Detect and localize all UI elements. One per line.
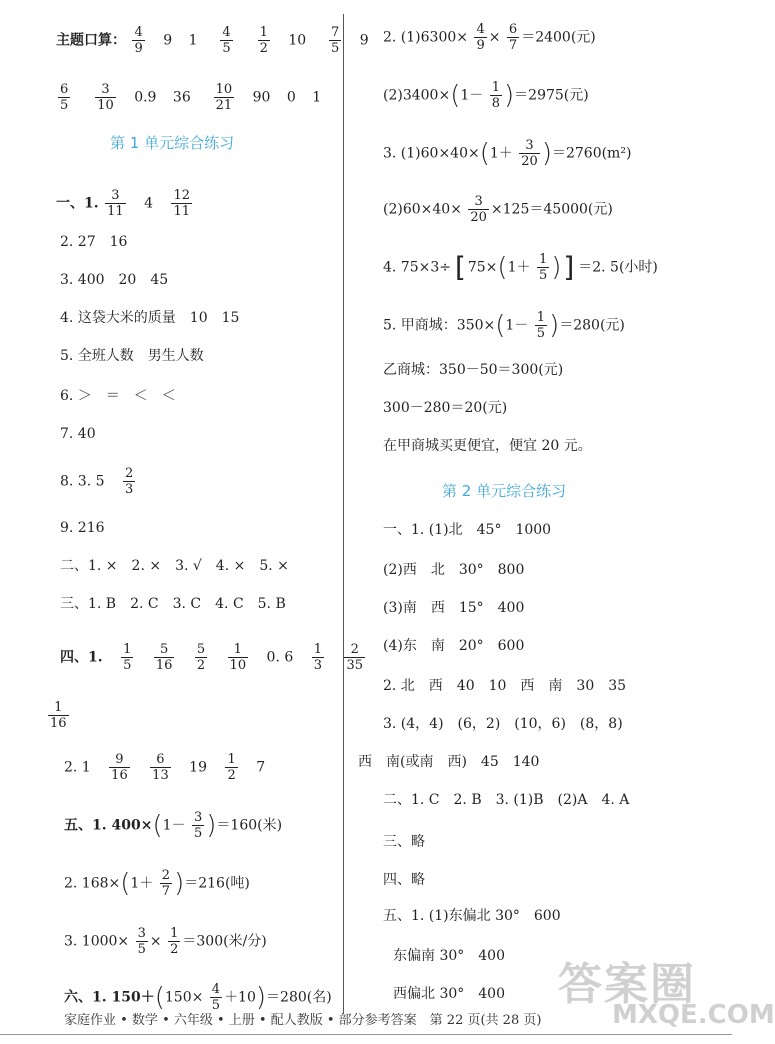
text: (2)3400× — [383, 87, 451, 104]
s1-q3: 3. 400 20 45 — [60, 272, 169, 288]
text: 9 — [134, 41, 143, 56]
text: 1 — [491, 80, 501, 95]
text: 7 — [331, 25, 340, 40]
text: 6 — [60, 82, 69, 97]
text: 2 — [161, 868, 171, 883]
text: 7 — [161, 884, 171, 899]
value: 0 — [286, 89, 296, 106]
u2-line-13: 西偏北 30° 400 — [393, 986, 505, 1002]
text: 1＋ — [489, 145, 513, 162]
text: 1 — [313, 642, 322, 657]
topic-label: 主题口算： — [56, 32, 126, 49]
s1-q9: 9. 216 — [60, 520, 105, 536]
fraction — [136, 926, 148, 957]
text: 7 — [256, 759, 266, 776]
text: 8. 3. 5 — [60, 473, 105, 490]
text: 20 — [470, 210, 487, 225]
u2-line-12: 东偏南 30° 400 — [393, 948, 505, 964]
text: ( — [450, 80, 461, 111]
text: 4 — [144, 195, 153, 212]
text: 13 — [152, 768, 169, 783]
text: 四、1. — [60, 649, 103, 666]
fraction — [109, 752, 130, 783]
fraction — [121, 642, 133, 673]
fraction — [150, 752, 171, 783]
text: 1 — [233, 642, 242, 657]
column-divider — [343, 14, 344, 1014]
text: 5 — [193, 826, 203, 841]
text: 1－ — [162, 817, 186, 834]
text: 1－ — [460, 87, 484, 104]
footer-rule — [0, 1034, 732, 1035]
u2-line-1: 一、1. (1)北 45° 1000 — [383, 522, 552, 538]
value: 10 — [288, 32, 307, 49]
text: 19 — [189, 759, 207, 776]
text: 2 — [170, 942, 179, 957]
text: 4 — [134, 25, 143, 40]
text: 3 — [101, 82, 110, 97]
section-3: 三、1. B 2. C 3. C 4. C 5. B — [60, 596, 286, 612]
text: 0. 6 — [266, 649, 294, 666]
section-5-q1 — [64, 810, 282, 841]
section-4-q2 — [64, 752, 265, 783]
s1-q1 — [56, 188, 194, 219]
text: 35 — [346, 658, 363, 673]
text: 6 — [156, 752, 165, 767]
text: 75× — [467, 259, 498, 276]
text: × — [488, 29, 501, 46]
fraction — [105, 188, 126, 219]
text: 5 — [60, 98, 69, 113]
text: 1－ — [505, 317, 529, 334]
text: 9 — [115, 752, 124, 767]
value: 1 — [188, 32, 198, 49]
u2-line-3: (3)南 西 15° 400 — [383, 600, 525, 616]
s1-q8 — [60, 466, 137, 497]
fraction — [123, 466, 135, 497]
text: ＝216(吨) — [184, 875, 250, 892]
fraction — [195, 642, 207, 673]
text: 5 — [137, 942, 146, 957]
unit-1-heading: 第 1 单元综合练习 — [110, 134, 235, 152]
fraction — [344, 642, 365, 673]
text: 2. 168× — [64, 875, 121, 892]
text: ＝2. 5(小时) — [578, 259, 658, 276]
text: 1 — [54, 700, 63, 715]
text: 3 — [313, 658, 322, 673]
text: 16 — [50, 716, 67, 731]
fraction — [519, 138, 540, 169]
fraction — [537, 252, 549, 283]
r-q4 — [383, 252, 658, 283]
text: 5 — [211, 998, 221, 1013]
text: 1＋ — [130, 875, 154, 892]
text: 5 — [222, 41, 231, 56]
text: 5 — [123, 658, 132, 673]
fraction — [192, 810, 204, 841]
text: 5. 甲商城：350× — [383, 317, 496, 334]
value: 90 — [252, 89, 271, 106]
text: 1 — [227, 752, 236, 767]
text: 2 — [196, 658, 206, 673]
r-q2-2 — [383, 80, 589, 111]
text: 10 — [97, 98, 114, 113]
value: 9 — [359, 32, 369, 49]
text: ) — [255, 982, 267, 1013]
fraction — [474, 22, 486, 53]
u2-line-10: 四、略 — [383, 872, 425, 888]
section-2: 二、1. × 2. × 3. √ 4. × 5. × — [60, 558, 289, 574]
s1-q4: 4. 这袋大米的质量 10 15 — [60, 310, 240, 326]
page-footer: 家庭作业 • 数学 • 六年级 • 上册 • 配人教版 • 部分参考答案 第 22 页(共 28 页) — [64, 1013, 542, 1028]
text: 1 — [170, 926, 179, 941]
value: 1 — [312, 89, 322, 106]
fraction — [160, 868, 172, 899]
text: 11 — [107, 204, 124, 219]
fraction — [171, 188, 192, 219]
r-q5-c: 300－280＝20(元) — [383, 400, 508, 416]
text: ( — [497, 252, 508, 283]
text: 6 — [508, 22, 518, 37]
r-q3-1 — [383, 138, 631, 169]
text: 21 — [215, 98, 233, 113]
fraction — [95, 82, 116, 113]
s1-q7: 7. 40 — [60, 426, 96, 442]
text: 六、1. 150＋ — [64, 989, 155, 1006]
text: 5 — [159, 642, 169, 657]
text: 3 — [474, 194, 483, 209]
s1-q6: 6. ＞ ＝ ＜ ＜ — [60, 388, 176, 404]
u2-line-6: 3. (4，4) (6，2) (10，6) (8，8) — [383, 716, 623, 732]
text: ) — [174, 868, 185, 899]
text: ( — [120, 868, 131, 899]
text: (2)60×40× — [383, 201, 462, 218]
topic-row-2 — [56, 82, 321, 113]
r-q5 — [383, 310, 625, 341]
fraction — [535, 310, 547, 341]
r-q5-d: 在甲商城买更便宜，便宜 20 元。 — [383, 438, 592, 454]
fraction — [329, 25, 341, 56]
u2-line-8: 二、1. C 2. B 3. (1)B (2)A 4. A — [383, 792, 630, 808]
value: 9 — [163, 32, 173, 49]
text: ) — [551, 252, 562, 283]
text: [ — [451, 250, 468, 284]
text: 11 — [173, 204, 190, 219]
fraction — [220, 25, 232, 56]
text: ＝280(元) — [559, 317, 625, 334]
text: 2. (1)6300× — [383, 29, 468, 46]
text: ＝160(米) — [216, 817, 283, 834]
text: ) — [504, 80, 515, 111]
watermark-logo: 答案圈 — [558, 959, 696, 1010]
text: 150× — [164, 989, 204, 1006]
section-4-wrap — [46, 700, 71, 731]
fraction — [58, 82, 70, 113]
watermark-url: MXQE.COM — [612, 1000, 775, 1030]
text: ×125＝45000(元) — [490, 201, 613, 218]
value: 36 — [172, 89, 191, 106]
text: 8 — [491, 96, 501, 111]
text: 2 — [350, 642, 359, 657]
text: ＝2760(m²) — [551, 145, 632, 162]
text: ＋10 — [224, 989, 256, 1006]
text: 3 — [137, 926, 146, 941]
text: ( — [152, 810, 163, 841]
text: 3. (1)60×40× — [383, 145, 480, 162]
section-4-q1 — [60, 642, 367, 673]
r-q2-1 — [383, 22, 596, 53]
text: ＝280(名) — [266, 989, 332, 1006]
fraction — [48, 700, 69, 731]
text: 3. 1000× — [64, 933, 130, 950]
text: ) — [549, 310, 560, 341]
text: 1 — [536, 310, 546, 325]
text: ＝2400(元) — [521, 29, 596, 46]
text: 10 — [215, 82, 233, 97]
text: 3 — [193, 810, 203, 825]
fraction — [154, 642, 175, 673]
s1-q5: 5. 全班人数 男生人数 — [60, 348, 204, 364]
text: 1 — [538, 252, 548, 267]
text: × — [149, 933, 162, 950]
text: 4. 75×3÷ — [383, 259, 451, 276]
text: 五、1. 400× — [64, 817, 153, 834]
fraction — [228, 642, 249, 673]
fraction — [132, 25, 144, 56]
text: 10 — [229, 658, 247, 673]
text: ＝2975(元) — [514, 87, 589, 104]
text: 一、1. — [56, 195, 99, 212]
fraction — [468, 194, 489, 225]
text: 20 — [521, 154, 538, 169]
fraction — [312, 642, 324, 673]
text: 3 — [124, 482, 134, 497]
text: 5 — [536, 326, 546, 341]
text: 3 — [525, 138, 534, 153]
u2-line-9: 三、略 — [383, 834, 425, 850]
value: 0.9 — [134, 89, 157, 106]
section-5-q2 — [64, 868, 250, 899]
text: ( — [154, 982, 165, 1013]
text: 3 — [111, 188, 120, 203]
text: 5 — [196, 642, 206, 657]
unit-2-heading: 第 2 单元综合练习 — [442, 482, 567, 500]
text: 9 — [476, 38, 485, 53]
section-5-q3 — [64, 926, 267, 957]
u2-line-5: 2. 北 西 40 10 西 南 30 35 — [383, 678, 627, 694]
text: 2 — [259, 41, 268, 56]
text: ( — [479, 138, 490, 169]
text: ) — [206, 810, 217, 841]
text: 4 — [211, 982, 221, 997]
text: 2 — [227, 768, 236, 783]
fraction — [225, 752, 237, 783]
text: 16 — [111, 768, 128, 783]
text: 16 — [155, 658, 173, 673]
text: 1 — [123, 642, 132, 657]
u2-line-11: 五、1. (1)东偏北 30° 600 — [383, 908, 561, 924]
fraction — [168, 926, 180, 957]
text: ] — [561, 250, 579, 284]
text: ＝300(米/分) — [182, 933, 267, 950]
u2-line-2: (2)西 北 30° 800 — [383, 562, 525, 578]
fraction — [214, 82, 235, 113]
u2-line-7: 西 南(或南 西) 45 140 — [358, 754, 540, 770]
text: 1 — [259, 25, 268, 40]
text: 4 — [476, 22, 485, 37]
text: 2 — [124, 466, 134, 481]
s1-q2: 2. 27 16 — [60, 234, 128, 250]
r-q5-b: 乙商城：350－50＝300(元) — [383, 362, 564, 378]
u2-line-4: (4)东 南 20° 600 — [383, 638, 525, 654]
text: 5 — [538, 268, 548, 283]
fraction — [507, 22, 519, 53]
fraction — [258, 25, 270, 56]
text: 7 — [508, 38, 518, 53]
text: 4 — [222, 25, 231, 40]
r-q3-2 — [383, 194, 613, 225]
text: 1＋ — [507, 259, 531, 276]
text: 2. 1 — [64, 759, 91, 776]
text: ) — [541, 138, 552, 169]
text: 5 — [331, 41, 340, 56]
topic-mental-math — [56, 25, 369, 56]
text: 12 — [173, 188, 190, 203]
text: ( — [495, 310, 506, 341]
fraction — [490, 80, 502, 111]
